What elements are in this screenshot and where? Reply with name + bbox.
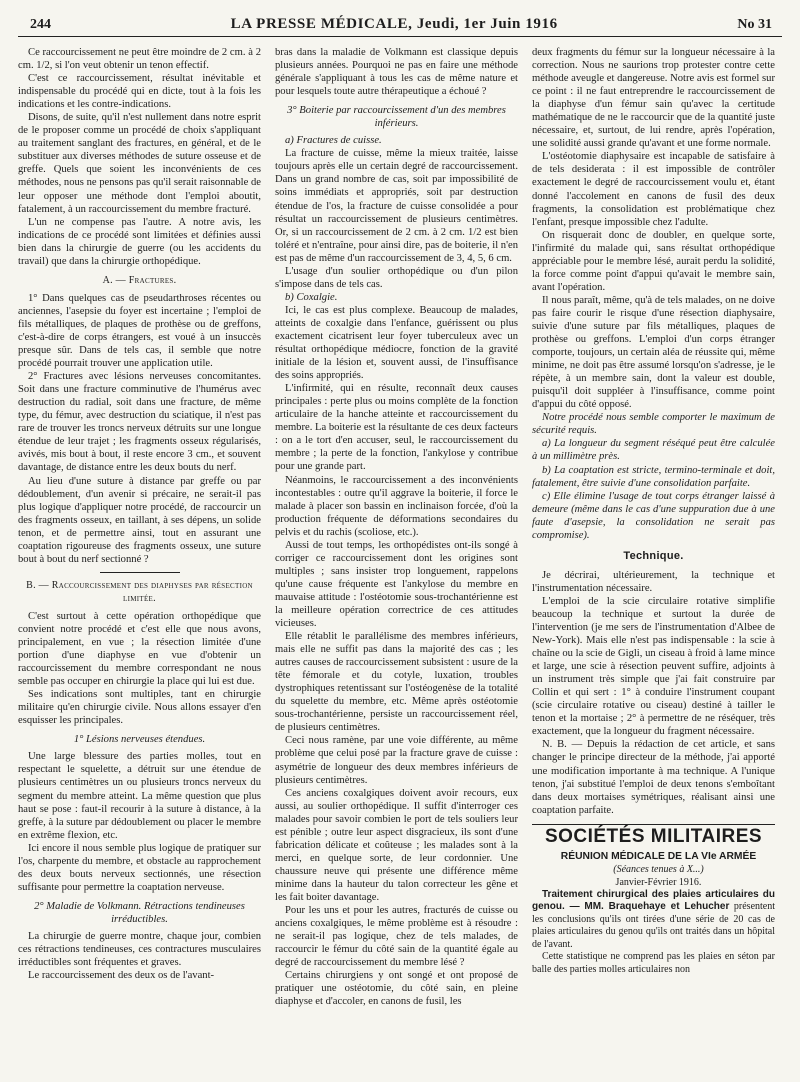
section-divider [532, 824, 775, 825]
section-heading-a: A. — Fractures. [102, 274, 177, 286]
article-columns [18, 46, 782, 1081]
paragraph: C'est ce raccourcissement, résultat inévitable et indispensable du procédé qui en dicte, tout à la fois les indications et les contre-indications. [18, 73, 261, 111]
paragraph: Certains chirurgiens y ont songé et ont proposé de pratiquer une ostéotomie, du côté sain, en pleine diaphyse et d'accoler, en canons de fusil, les [275, 970, 518, 1008]
paragraph: Ceci nous ramène, par une voie différente, au même problème que celui posé par la fracture grave de cuisse : asymétrie de longueur des deux membres inférieurs de plusieurs centimètres. [275, 735, 518, 786]
journal-title: LA PRESSE MÉDICALE, Jeudi, 1er Juin 1916 [230, 16, 558, 32]
technique-heading: Technique. [623, 549, 684, 562]
paragraph: L'ostéotomie diaphysaire est incapable de satisfaire à de tels desiderata : il est impossible de contrôler exactement le degré de raccourcissement voulu et, étant donné l'accolement en canons de fusil des deux fragments, la consolidation est problématique chez l'enfant, presque impossible chez l'adulte. [532, 151, 775, 228]
paragraph: a) Fractures de cuisse. [285, 135, 382, 147]
paragraph: Pour les uns et pour les autres, fracturés de cuisse ou anciens coxalgiques, le même problème est à résoudre : ne serait-il pas logique, chez de tels malades, de raccourcir le fémur du côté sain de la quantité égale au degré de raccourcissement du membre lésé ? [275, 905, 518, 969]
paragraph: c) Elle élimine l'usage de tout corps étranger laissé à demeure (même dans le cas d'une suppuration due à une faute d'asepsie, la consolidation ne serait pas compromise). [532, 490, 775, 541]
subsection-heading-3: 3° Boiterie par raccourcissement d'un des membres inférieurs. [287, 105, 506, 130]
paragraph: Ces anciens coxalgiques doivent avoir recours, eux aussi, au soulier orthopédique. Il suffit d'interroger ces malades pour savoir combien le port de tels souliers leur est pénible ; outre leur aspect disgracieux, ils sont d'une fabrication délicate et coûteuse ; les malades sont à la merci, en quelque sorte, de leur cordonnier. Une chaussure neuve qui présente une différence même minime dans la hauteur du talon correcteur les gêne et les fait boiter davantage. [275, 787, 518, 903]
seances-note: (Séances tenues à X...) [613, 863, 704, 875]
paragraph: Ce raccourcissement ne peut être moindre de 2 cm. à 2 cm. 1/2, si l'on veut obtenir un tenon effectif. [18, 47, 261, 72]
column-2 [275, 46, 518, 1081]
communication-title: Traitement chirurgical des plaies articulaires du genou. — MM. Braquehaye et Lehucher [532, 888, 775, 913]
paragraph: L'infirmité, qui en résulte, reconnaît deux causes principales : perte plus ou moins complète de la fonction articulaire de la hanche atteinte et raccourcissement du membre. La boiterie est la résultante de ces deux facteurs : on a le tort d'en accuser, seul, le raccourcissement du membre ; la perte de la fonction, l'ankylose y contribue pour une grande part. [275, 383, 518, 473]
paragraph: N. B. — Depuis la rédaction de cet article, et sans changer le principe directeur de la méthode, j'ai apporté une modification importante à ma technique. A l'unique tenon, j'ai substitué l'emploi de deux tenons s'emboîtant dans deux mortaises symétriques, réalisant ainsi une coaptation parfaite. [532, 739, 775, 816]
paragraph: Elle rétablit le parallélisme des membres inférieurs, mais elle ne suffit pas dans la majorité des cas ; les autres causes de raccourcissement subsistent : usure de la tête fémorale et du cotyle, luxation, troubles dystrophiques retentissant sur l'ostéogenèse de la totalité du squelette du membre, etc. Même après ostéotomie sous-trochantérienne, persiste un raccourcissement réel, de plusieurs centimètres. [275, 631, 518, 734]
section-heading-b: B. — Raccourcissement des diaphyses par résection limitée. [26, 579, 253, 604]
column-1 [18, 46, 261, 1081]
paragraph: Notre procédé nous semble comporter le maximum de sécurité requis. [532, 412, 775, 437]
paragraph [532, 889, 775, 952]
paragraph: Ici encore il nous semble plus logique de pratiquer sur l'os, charpente du membre, et obstacle au rapprochement des deux bouts nerveux sectionnés, une résection suffisante pour permettre la coaptation nerveuse. [18, 842, 261, 893]
issue-number: No 31 [737, 17, 772, 32]
paragraph: Je décrirai, ultérieurement, la technique et l'instrumentation nécessaire. [532, 569, 775, 594]
paragraph: 2° Fractures avec lésions nerveuses concomitantes. Soit dans une fracture comminutive de l'humérus avec destruction du radial, soit dans une fracture, de même type, du fémur, avec destruction du sciatique, il n'est pas rare de trouver les troncs nerveux détruits sur une longue étendue de leur trajet ; les fragments osseux régularisés, avivés, mis bout à bout, il reste encore 3 cm., et souvent davantage, de distance entre les deux bouts du nerf. [18, 371, 261, 474]
paragraph: Cette statistique ne comprend pas les plaies en séton par balle des parties molles articulaires non [532, 951, 775, 975]
column-3 [532, 46, 775, 1081]
paragraph: b) La coaptation est stricte, termino-terminale et doit, fatalement, être suivie d'une consolidation parfaite. [532, 464, 775, 489]
paragraph: On risquerait donc de doubler, en quelque sorte, l'infirmité du malade qui, sans résultat orthopédique appréciable pour le membre lésé, aurait perdu la solidité, la force comme point d'appui qu'avait le membre sain, avant l'opération. [532, 229, 775, 293]
page-number: 244 [30, 17, 51, 32]
paragraph: L'usage d'un soulier orthopédique ou d'un pilon s'impose dans de tels cas. [275, 265, 518, 290]
paragraph: C'est surtout à cette opération orthopédique que convient notre procédé et c'est elle que nous avons, principalement, en vue ; la résection limitée d'une portion d'une diaphyse en vue d'obtenir un raccourcissement du membre correspondant ne nous semble pas occuper en chirurgie la place qui lui est due. [18, 610, 261, 688]
paragraph: L'un ne compense pas l'autre. A notre avis, les indications de ce procédé sont limitées et définies aussi bien dans la chirurgie de guerre (ou les accidents du travail) que dans la chirurgie orthopédique. [18, 216, 261, 267]
paragraph: Aussi de tout temps, les orthopédistes ont-ils songé à corriger ce raccourcissement dont les origines sont multiples ; sans insister trop longuement, rappelons qu'une cause fréquente est l'ankylose du membre en mauvaise attitude : l'ostéotomie sous-trochantérienne est la meilleure opération correctrice de ces attitudes vicieuses. [275, 539, 518, 630]
societes-militaires-title: SOCIÉTÉS MILITAIRES [544, 825, 763, 847]
paragraph: Le raccourcissement des deux os de l'avant- [28, 970, 215, 982]
paragraph: Ses indications sont multiples, tant en chirurgie militaire qu'en chirurgie civile. Nous allons essayer d'en esquisser les principales. [18, 689, 261, 727]
running-header [18, 8, 782, 37]
communication-body: présentent les conclusions qu'ils ont tirées d'une série de 20 cas de plaies articulaires du genou qu'ils ont traités dans un hôpital de l'avant. [532, 901, 775, 950]
paragraph: La chirurgie de guerre montre, chaque jour, combien ces rétractions tendineuses, ces contractures musculaires irréductibles sont fréquentes et graves. [18, 931, 261, 969]
paragraph: Ici, le cas est plus complexe. Beaucoup de malades, atteints de coxalgie dans l'enfance, guérissent ou plus exactement cicatrisent leur foyer tuberculeux avec un résultat orthopédique médiocre, fonction de la gravité initiale de la lésion et, souvent aussi, de l'insuffisance des soins appropriés. [275, 304, 518, 382]
session-dates: Janvier-Février 1916. [615, 876, 702, 888]
paragraph: deux fragments du fémur sur la longueur nécessaire à la correction. Nous ne saurions trop protester contre cette méthode aveugle et dangereuse. Notre avis est formel sur ce point : il ne faut entreprendre le raccourcissement de la diaphyse d'un fémur sain qu'avec la certitude mathématique de ne le raccourcir que de la quantité juste nécessaire, et, surtout, de lui rendre, après l'opération, une solidité aussi grande qu'avant et une forme normale. [532, 47, 775, 150]
divider [100, 572, 180, 573]
paragraph: Néanmoins, le raccourcissement a des inconvénients incontestables : outre qu'il aggrave la boiterie, il force le malade à placer son bassin en inclinaison forcée, d'où la production fréquente de déformations secondaires du pelvis et du rachis (scoliose, etc.). [275, 474, 518, 538]
paragraph: a) La longueur du segment réséqué peut être calculée à un millimètre près. [532, 438, 775, 463]
paragraph: bras dans la maladie de Volkmann est classique depuis plusieurs années. Pourquoi ne pas en faire une méthode générale s'appliquant à tous les cas de même nature et pour lesquels toute autre thérapeutique a échoué ? [275, 47, 518, 98]
paragraph: b) Coxalgie. [285, 291, 338, 303]
paragraph: 1° Dans quelques cas de pseudarthroses récentes ou anciennes, l'asepsie du foyer est incertaine ; l'emploi de fils métalliques, de plaques de prothèse ou de greffons, c'est-à-dire de corps étrangers, est voué à un insuccès presque sûr. Dans de tels cas, il semble que notre procédé pourrait trouver une application utile. [18, 292, 261, 370]
paragraph: L'emploi de la scie circulaire rotative simplifie beaucoup la technique et surtout la durée de l'intervention (je me sers de l'instrumentation d'Albee de New-York). Mais elle n'est pas indispensable : la scie à chaîne ou la scie de Gigli, un ciseau à froid à lame mince et large, une scie à résection peuvent suffire, adjoints à un instrument très simple que j'ai fait construire par Collin et qui sert : 1° à conduire l'instrument coupant (scie circulaire rotative ou ciseau) destiné à tailler le tenon et la mortaise ; 2° à permettre de ne réséquer, très exactement, que la longueur du fragment nécessaire. [532, 595, 775, 738]
paragraph: Disons, de suite, qu'il n'est nullement dans notre esprit de le proposer comme un procédé de choix s'appliquant au traitement sanglant des fractures, en général, et de le substituer aux diverses méthodes de suture osseuse et de greffe. Quels que soient les inconvénients de ces méthodes, nous ne pensons pas qu'il serait raisonnable de leur opposer une méthode dont l'emploi aboutit, fatalement, à un raccourcissement du membre fracturé. [18, 112, 261, 215]
subsection-heading-2: 2° Maladie de Volkmann. Rétractions tendineuses irréductibles. [34, 900, 245, 925]
reunion-heading: RÉUNION MÉDICALE DE LA VIe ARMÉE [560, 850, 757, 862]
paragraph: Une large blessure des parties molles, tout en respectant le squelette, a détruit sur une étendue de plusieurs centimètres un ou plusieurs troncs nerveux du segment du membre atteint. La même question que plus haut se pose : faut-il recourir à la suture à distance, à la greffe, à la suture par dédoublement ou placer le membre en extrême flexion, etc. [18, 751, 261, 841]
paragraph: Il nous paraît, même, qu'à de tels malades, on ne doive pas faire courir le risque d'une résection diaphysaire, suivie d'une suture par fils métalliques, plaques de prothèse ou greffons. L'emploi d'un corps étranger comporte, toujours, un certain aléa de réussite qui, même minime, ne doit pas être assumé lorsqu'on s'adresse, je le répète, à un membre sain, dont la valeur est double, puisqu'il doit suppléer à l'insuffisance, comme point d'appui du côté opposé. [532, 294, 775, 411]
subsection-heading-1: 1° Lésions nerveuses étendues. [73, 734, 206, 746]
paragraph: La fracture de cuisse, même la mieux traitée, laisse toujours après elle un certain degré de raccourcissement. Dans un grand nombre de cas, soit par impossibilité de soins immédiats et appropriés, soit par destruction étendue de l'os, la fracture de cuisse consolidée a pour résultat un raccourcissement de plusieurs centimètres. Or, si un raccourcissement de 2 cm. à 2 cm. 1/2 est bien toléré et n'entraîne, pour ainsi dire, pas de boiterie, il n'en est pas de même d'un raccourcissement de 3, 4, 5, 6 cm. [275, 148, 518, 264]
paragraph: Au lieu d'une suture à distance par greffe ou par dédoublement, d'un avenir si précaire, ne serait-il pas plus logique d'appliquer notre procédé, de raccourcir un des fragments osseux, en taillant, à ses dépens, un solide tenon, et de permettre ainsi, tout en assurant une coaptation rigoureuse des fragments osseux, une suture bout à bout du nerf sectionné ? [18, 475, 261, 565]
